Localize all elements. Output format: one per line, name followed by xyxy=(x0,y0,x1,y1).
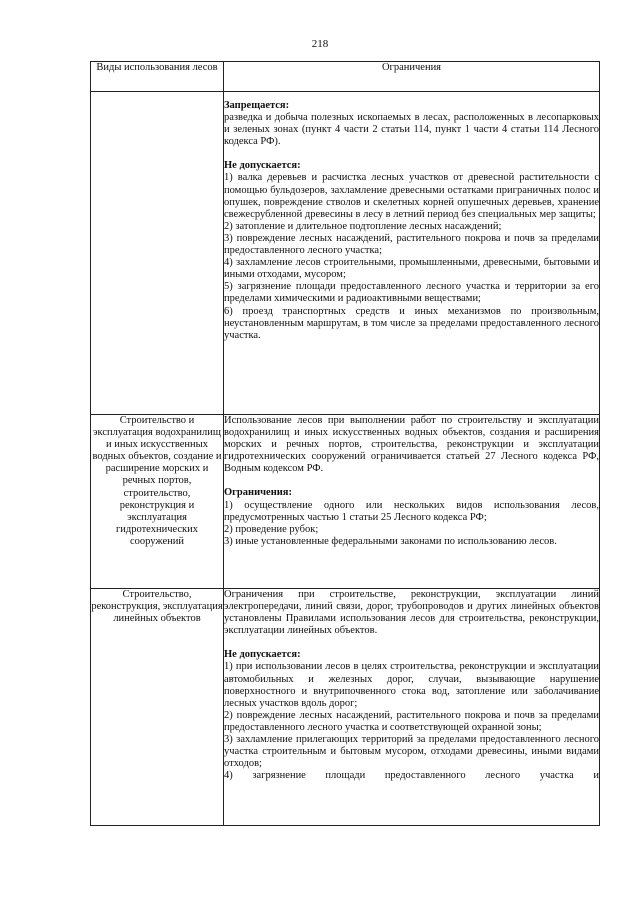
row2-restrictions xyxy=(224,415,600,589)
table-header-row xyxy=(91,62,600,92)
not-allowed-title: Не допускается: xyxy=(224,649,301,661)
row2-intro: Использование лесов при выполнении работ по строительству и эксплуатации водохранилищ и иных искусственных водных объектов, создания и расширения морских и речных портов, строительства, реконструкции и эксплуатации гидротехнических сооружений ограничивается статьей 27 Лесного кодекса РФ, Водным кодексом РФ. xyxy=(224,415,599,475)
list-item: 1) валка деревьев и расчистка лесных участков от древесной растительности с помощью бульдозеров, захламление древесными остатками приграничных полос и опушек, повреждение стволов и скелетных корней опушечных деревьев, хранение свежесрубленной древесины в лесу в летний период без специальных мер защиты; xyxy=(224,172,599,220)
forbidden-text: разведка и добыча полезных ископаемых в лесах, расположенных в лесопарковых и зеленых зонах (пункт 4 части 2 статьи 114, пункт 1 части 4 статьи 114 Лесного кодекса РФ). xyxy=(224,112,599,148)
row3-usage-type: Строительство, реконструкция, эксплуатация линейных объектов xyxy=(91,589,224,826)
list-item: 5) загрязнение площади предоставленного лесного участка и территории за его пределами химическими и радиоактивными веществами; xyxy=(224,281,599,305)
list-item: 3) иные установленные федеральными законами по использованию лесов. xyxy=(224,535,557,547)
restrictions-title: Ограничения: xyxy=(224,487,292,499)
row3-restrictions xyxy=(224,589,600,826)
list-item: 4) загрязнение площади предоставленного лесного участка и xyxy=(224,770,599,782)
row1-restrictions xyxy=(224,92,600,415)
table-row xyxy=(91,415,600,589)
restrictions-table xyxy=(90,61,600,826)
header-usage-types: Виды использования лесов xyxy=(91,62,224,92)
list-item: 1) при использовании лесов в целях строительства, реконструкции и эксплуатации автомобильных и железных дорог, случаи, вызывающие нарушение поверхностного и внутрипочвенного стока вод, затопление или заболачивание лесных участков вдоль дорог; xyxy=(224,661,599,709)
header-restrictions: Ограничения xyxy=(224,62,600,92)
table-row xyxy=(91,589,600,826)
list-item: 1) осуществление одного или нескольких видов использования лесов, предусмотренных частью 1 статьи 25 Лесного кодекса РФ; xyxy=(224,499,599,523)
forbidden-title: Запрещается: xyxy=(224,100,290,111)
not-allowed-title: Не допускается: xyxy=(224,160,301,172)
table-row xyxy=(91,92,600,415)
page-number: 218 xyxy=(311,38,329,50)
list-item: 4) захламление лесов строительными, промышленными, древесными, бытовыми и иными отходами, мусором; xyxy=(224,257,599,281)
row2-usage-type: Строительство и эксплуатация водохранилищ и иных искусственных водных объектов, создание и расширение морских и речных портов, строительство, реконструкция и эксплуатация гидротехнических сооружений xyxy=(91,415,224,589)
list-item: 3) повреждение лесных насаждений, растительного покрова и почв за пределами предоставленного лесного участка; xyxy=(224,232,599,257)
row1-usage-type xyxy=(91,92,224,415)
list-item: 2) проведение рубок; xyxy=(224,523,319,535)
list-item: 2) повреждение лесных насаждений, растительного покрова и почв за пределами предоставленного лесного участка и соответствующей охранной зоны; xyxy=(224,709,599,733)
list-item: 2) затопление и длительное подтопление лесных насаждений; xyxy=(224,220,502,232)
list-item: 3) захламление прилегающих территорий за пределами предоставленного лесного участка строительным и бытовым мусором, отходами древесины, иными видами отходов; xyxy=(224,734,599,770)
list-item: 6) проезд транспортных средств и иных механизмов по произвольным, неустановленным маршрутам, в том числе за пределами предоставленного лесного участка. xyxy=(224,305,599,341)
row3-intro: Ограничения при строительстве, реконструкции, эксплуатации линий электропередачи, линий связи, дорог, трубопроводов и других линейных объектов установлены Правилами использования лесов для строительства, реконструкции, эксплуатации линейных объектов. xyxy=(224,589,599,637)
